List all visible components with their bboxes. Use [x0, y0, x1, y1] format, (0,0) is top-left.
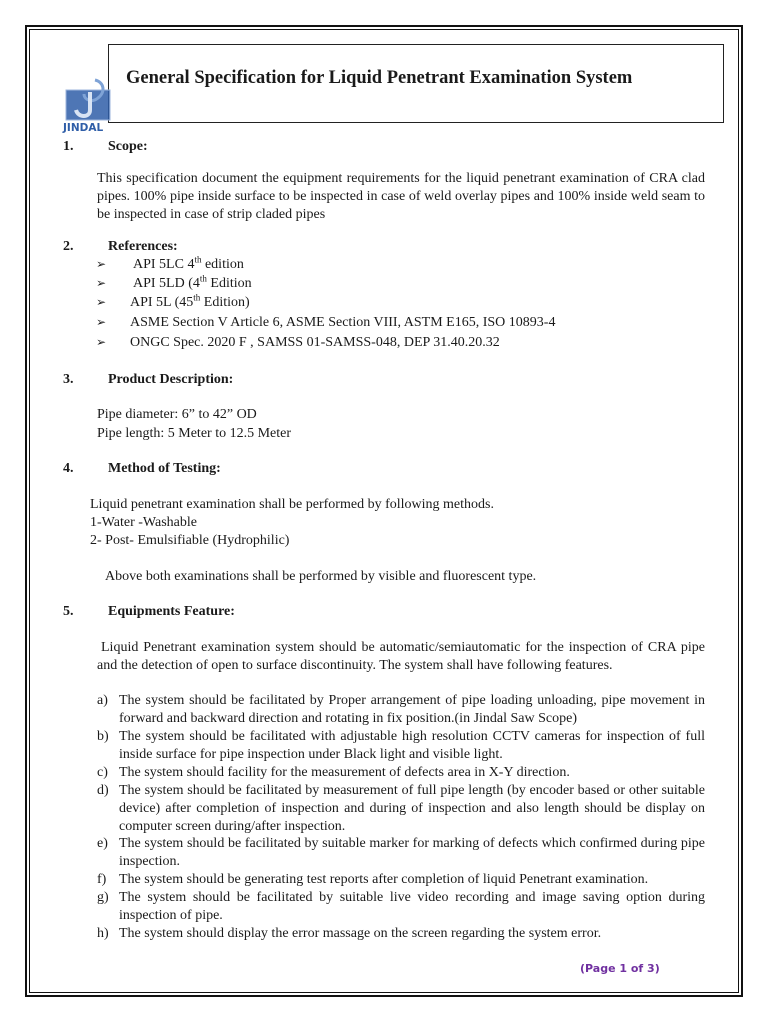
testing-method: 1-Water -Washable — [90, 515, 197, 530]
section-3-number: 3. — [63, 372, 74, 387]
reference-item: ONGC Spec. 2020 F , SAMSS 01-SAMSS-048, DEP 31.40.20.32 — [130, 335, 500, 350]
arrow-bullet-icon: ➢ — [96, 335, 107, 349]
feature-letter: a) — [97, 693, 108, 708]
reference-item: ASME Section V Article 6, ASME Section VIII, ASTM E165, ISO 10893-4 — [130, 315, 556, 330]
section-3-title: Product Description: — [108, 372, 234, 387]
arrow-bullet-icon: ➢ — [96, 257, 107, 271]
feature-item: The system should display the error massage on the screen regarding the system error. — [119, 926, 602, 941]
section-5-number: 5. — [63, 604, 74, 619]
pipe-diameter-text: Pipe diameter: 6” to 42” OD — [97, 407, 257, 422]
feature-letter: c) — [97, 765, 108, 780]
section-4-title: Method of Testing: — [108, 461, 221, 476]
testing-note: Above both examinations shall be performed by visible and fluorescent type. — [105, 569, 537, 584]
reference-item: API 5LC 4th edition — [133, 254, 244, 272]
testing-method: 2- Post- Emulsifiable (Hydrophilic) — [90, 533, 290, 548]
reference-item: API 5L (45th Edition) — [130, 292, 250, 310]
section-2-number: 2. — [63, 239, 74, 254]
document-title: General Specification for Liquid Penetrant Examination System — [126, 68, 633, 88]
section-2-title: References: — [108, 239, 178, 254]
feature-letter: g) — [97, 890, 109, 905]
feature-item: The system should be facilitated by suitable marker for marking of defects which confirmed during pipe inspection. — [119, 836, 705, 869]
feature-item: The system should be facilitated by measurement of full pipe length (by encoder based or other suitable device) after completion of inspection and during of inspection and also length should be display on computer screen during/after inspection. — [119, 783, 705, 834]
section-1-title: Scope: — [108, 139, 148, 154]
feature-item: The system should be facilitated by suitable live video recording and image saving option during inspection of pipe. — [119, 890, 705, 923]
arrow-bullet-icon: ➢ — [96, 315, 107, 329]
features-intro: Liquid Penetrant examination system should be automatic/semiautomatic for the inspection of CRA pipe and the detection of open to surface discontinuity. The system shall have following features. — [97, 640, 705, 673]
logo-text: JINDAL — [63, 122, 104, 134]
feature-letter: h) — [97, 926, 109, 941]
arrow-bullet-icon: ➢ — [96, 295, 107, 309]
feature-letter: b) — [97, 729, 109, 744]
section-5-title: Equipments Feature: — [108, 604, 235, 619]
feature-item: The system should be facilitated with adjustable high resolution CCTV cameras for inspection of full inside surface for pipe inspection under Black light and visible light. — [119, 729, 705, 762]
jindal-logo — [62, 76, 116, 136]
feature-letter: f) — [97, 872, 107, 887]
feature-item: The system should facility for the measurement of defects area in X-Y direction. — [119, 765, 570, 780]
feature-letter: d) — [97, 783, 109, 798]
pipe-length-text: Pipe length: 5 Meter to 12.5 Meter — [97, 426, 292, 441]
feature-letter: e) — [97, 836, 108, 851]
testing-intro: Liquid penetrant examination shall be performed by following methods. — [90, 497, 494, 512]
feature-item: The system should be facilitated by Proper arrangement of pipe loading unloading, pipe movement in forward and backward direction and rotating in fix position.(in Jindal Saw Scope) — [119, 693, 705, 726]
section-4-number: 4. — [63, 461, 74, 476]
reference-item: API 5LD (4th Edition — [133, 273, 252, 291]
page-number: (Page 1 of 3) — [580, 962, 660, 975]
section-1-number: 1. — [63, 139, 74, 154]
scope-paragraph: This specification document the equipment requirements for the liquid penetrant examination of CRA clad pipes. 100% pipe inside surface to be inspected in case of weld overlay pipes and 100% inside weld seam to be inspected in case of strip claded pipes — [97, 171, 705, 222]
feature-item: The system should be generating test reports after completion of liquid Penetrant examination. — [119, 872, 649, 887]
arrow-bullet-icon: ➢ — [96, 276, 107, 290]
jindal-logo-icon — [62, 76, 116, 136]
